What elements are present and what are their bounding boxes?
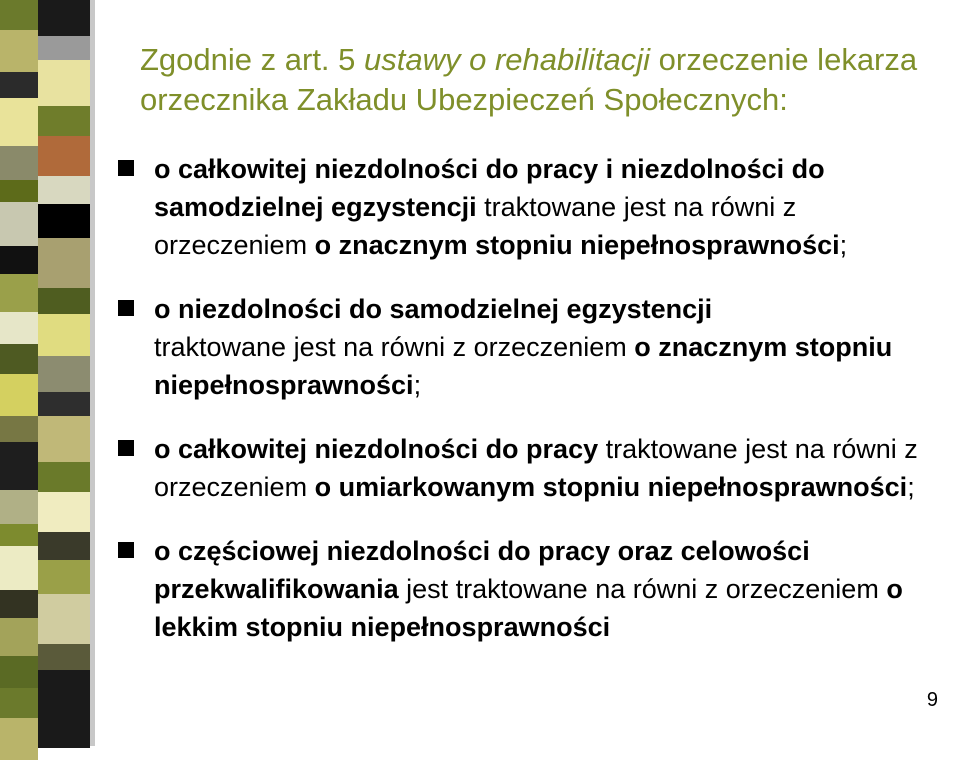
bullet-item-2 bbox=[118, 290, 948, 404]
stripe-block bbox=[0, 312, 38, 344]
title-law-name: ustawy o rehabilitacji bbox=[364, 42, 651, 77]
stripe-block bbox=[0, 688, 38, 718]
bullet-text-1: traktowane jest na równi z orzeczeniem bbox=[154, 192, 797, 260]
stripe-block bbox=[38, 712, 90, 748]
square-bullet-icon bbox=[118, 300, 134, 316]
stripe-block bbox=[38, 392, 90, 416]
stripe-block bbox=[38, 0, 90, 36]
stripe-block bbox=[38, 204, 90, 238]
stripe-block bbox=[38, 560, 90, 594]
bullet-bold-1: o całkowitej niezdolności do pracy i niezdolności do samodzielnej egzystencji bbox=[154, 154, 825, 222]
stripe-block bbox=[38, 594, 90, 644]
stripe-block bbox=[38, 492, 90, 532]
stripe-block bbox=[38, 106, 90, 136]
decorative-stripe-bar bbox=[0, 0, 95, 746]
stripe-block bbox=[0, 344, 38, 374]
bullet-bold-2: o znacznym stopniu niepełnosprawności bbox=[314, 230, 840, 260]
stripe-block bbox=[0, 0, 38, 30]
bullet-text-2: ; bbox=[907, 472, 915, 502]
bullet-item-4 bbox=[118, 532, 948, 646]
stripe-block bbox=[38, 462, 90, 492]
bullet-item-3 bbox=[118, 430, 948, 506]
square-bullet-icon bbox=[118, 542, 134, 558]
stripe-column-left bbox=[0, 0, 38, 746]
stripe-block bbox=[38, 238, 90, 288]
bullet-text-2: ; bbox=[839, 230, 848, 260]
stripe-block bbox=[0, 590, 38, 618]
stripe-block bbox=[38, 644, 90, 670]
stripe-block bbox=[38, 416, 90, 462]
stripe-block bbox=[38, 176, 90, 204]
page-number: 9 bbox=[926, 689, 938, 711]
stripe-block bbox=[0, 72, 38, 98]
stripe-block bbox=[0, 718, 38, 760]
stripe-column-right bbox=[38, 0, 90, 746]
stripe-block bbox=[0, 374, 38, 416]
bullet-item-1 bbox=[118, 150, 948, 264]
stripe-block bbox=[0, 30, 38, 72]
stripe-block bbox=[0, 442, 38, 490]
bullet-bold-2: o umiarkowanym stopniu niepełnosprawności bbox=[314, 472, 908, 502]
stripe-block bbox=[0, 202, 38, 246]
stripe-block bbox=[0, 618, 38, 656]
stripe-block bbox=[0, 524, 38, 546]
stripe-block bbox=[0, 98, 38, 146]
stripe-block bbox=[38, 288, 90, 314]
bullet-bold-1: o częściowej niezdolności do pracy oraz celowości przekwalifikowania bbox=[154, 536, 810, 604]
stripe-block bbox=[0, 546, 38, 590]
stripe-block bbox=[38, 532, 90, 560]
stripe-block bbox=[0, 490, 38, 524]
stripe-edge bbox=[90, 0, 95, 746]
stripe-block bbox=[38, 314, 90, 356]
stripe-block bbox=[38, 60, 90, 106]
title-text-1: Zgodnie z art. 5 bbox=[140, 42, 365, 77]
stripe-block bbox=[38, 356, 90, 392]
bullet-text-1: traktowane jest na równi z orzeczeniem bbox=[154, 332, 635, 362]
stripe-block bbox=[38, 136, 90, 176]
stripe-block bbox=[0, 656, 38, 688]
bullet-text-1: jest traktowane na równi z orzeczeniem bbox=[398, 574, 887, 604]
title-text-2: orzeczenie lekarza orzecznika Zakładu Ubezpieczeń Społecznych: bbox=[140, 42, 918, 117]
stripe-block bbox=[0, 246, 38, 274]
bullet-text-1: traktowane jest na równi z orzeczeniem bbox=[154, 434, 918, 502]
stripe-block bbox=[0, 180, 38, 202]
stripe-block bbox=[38, 36, 90, 60]
bullet-list bbox=[118, 150, 948, 672]
stripe-block bbox=[38, 670, 90, 712]
slide-title bbox=[140, 40, 940, 120]
stripe-block bbox=[0, 274, 38, 312]
square-bullet-icon bbox=[118, 160, 134, 176]
bullet-bold-2: o znacznym stopniu niepełnosprawności bbox=[154, 332, 893, 400]
bullet-bold-1: o niezdolności do samodzielnej egzystencji bbox=[154, 294, 713, 324]
bullet-bold-1: o całkowitej niezdolności do pracy bbox=[154, 434, 599, 464]
bullet-bold-2: o lekkim stopniu niepełnosprawności bbox=[154, 574, 903, 642]
square-bullet-icon bbox=[118, 440, 134, 456]
stripe-block bbox=[0, 416, 38, 442]
bullet-text-2: ; bbox=[413, 370, 422, 400]
stripe-block bbox=[0, 146, 38, 180]
